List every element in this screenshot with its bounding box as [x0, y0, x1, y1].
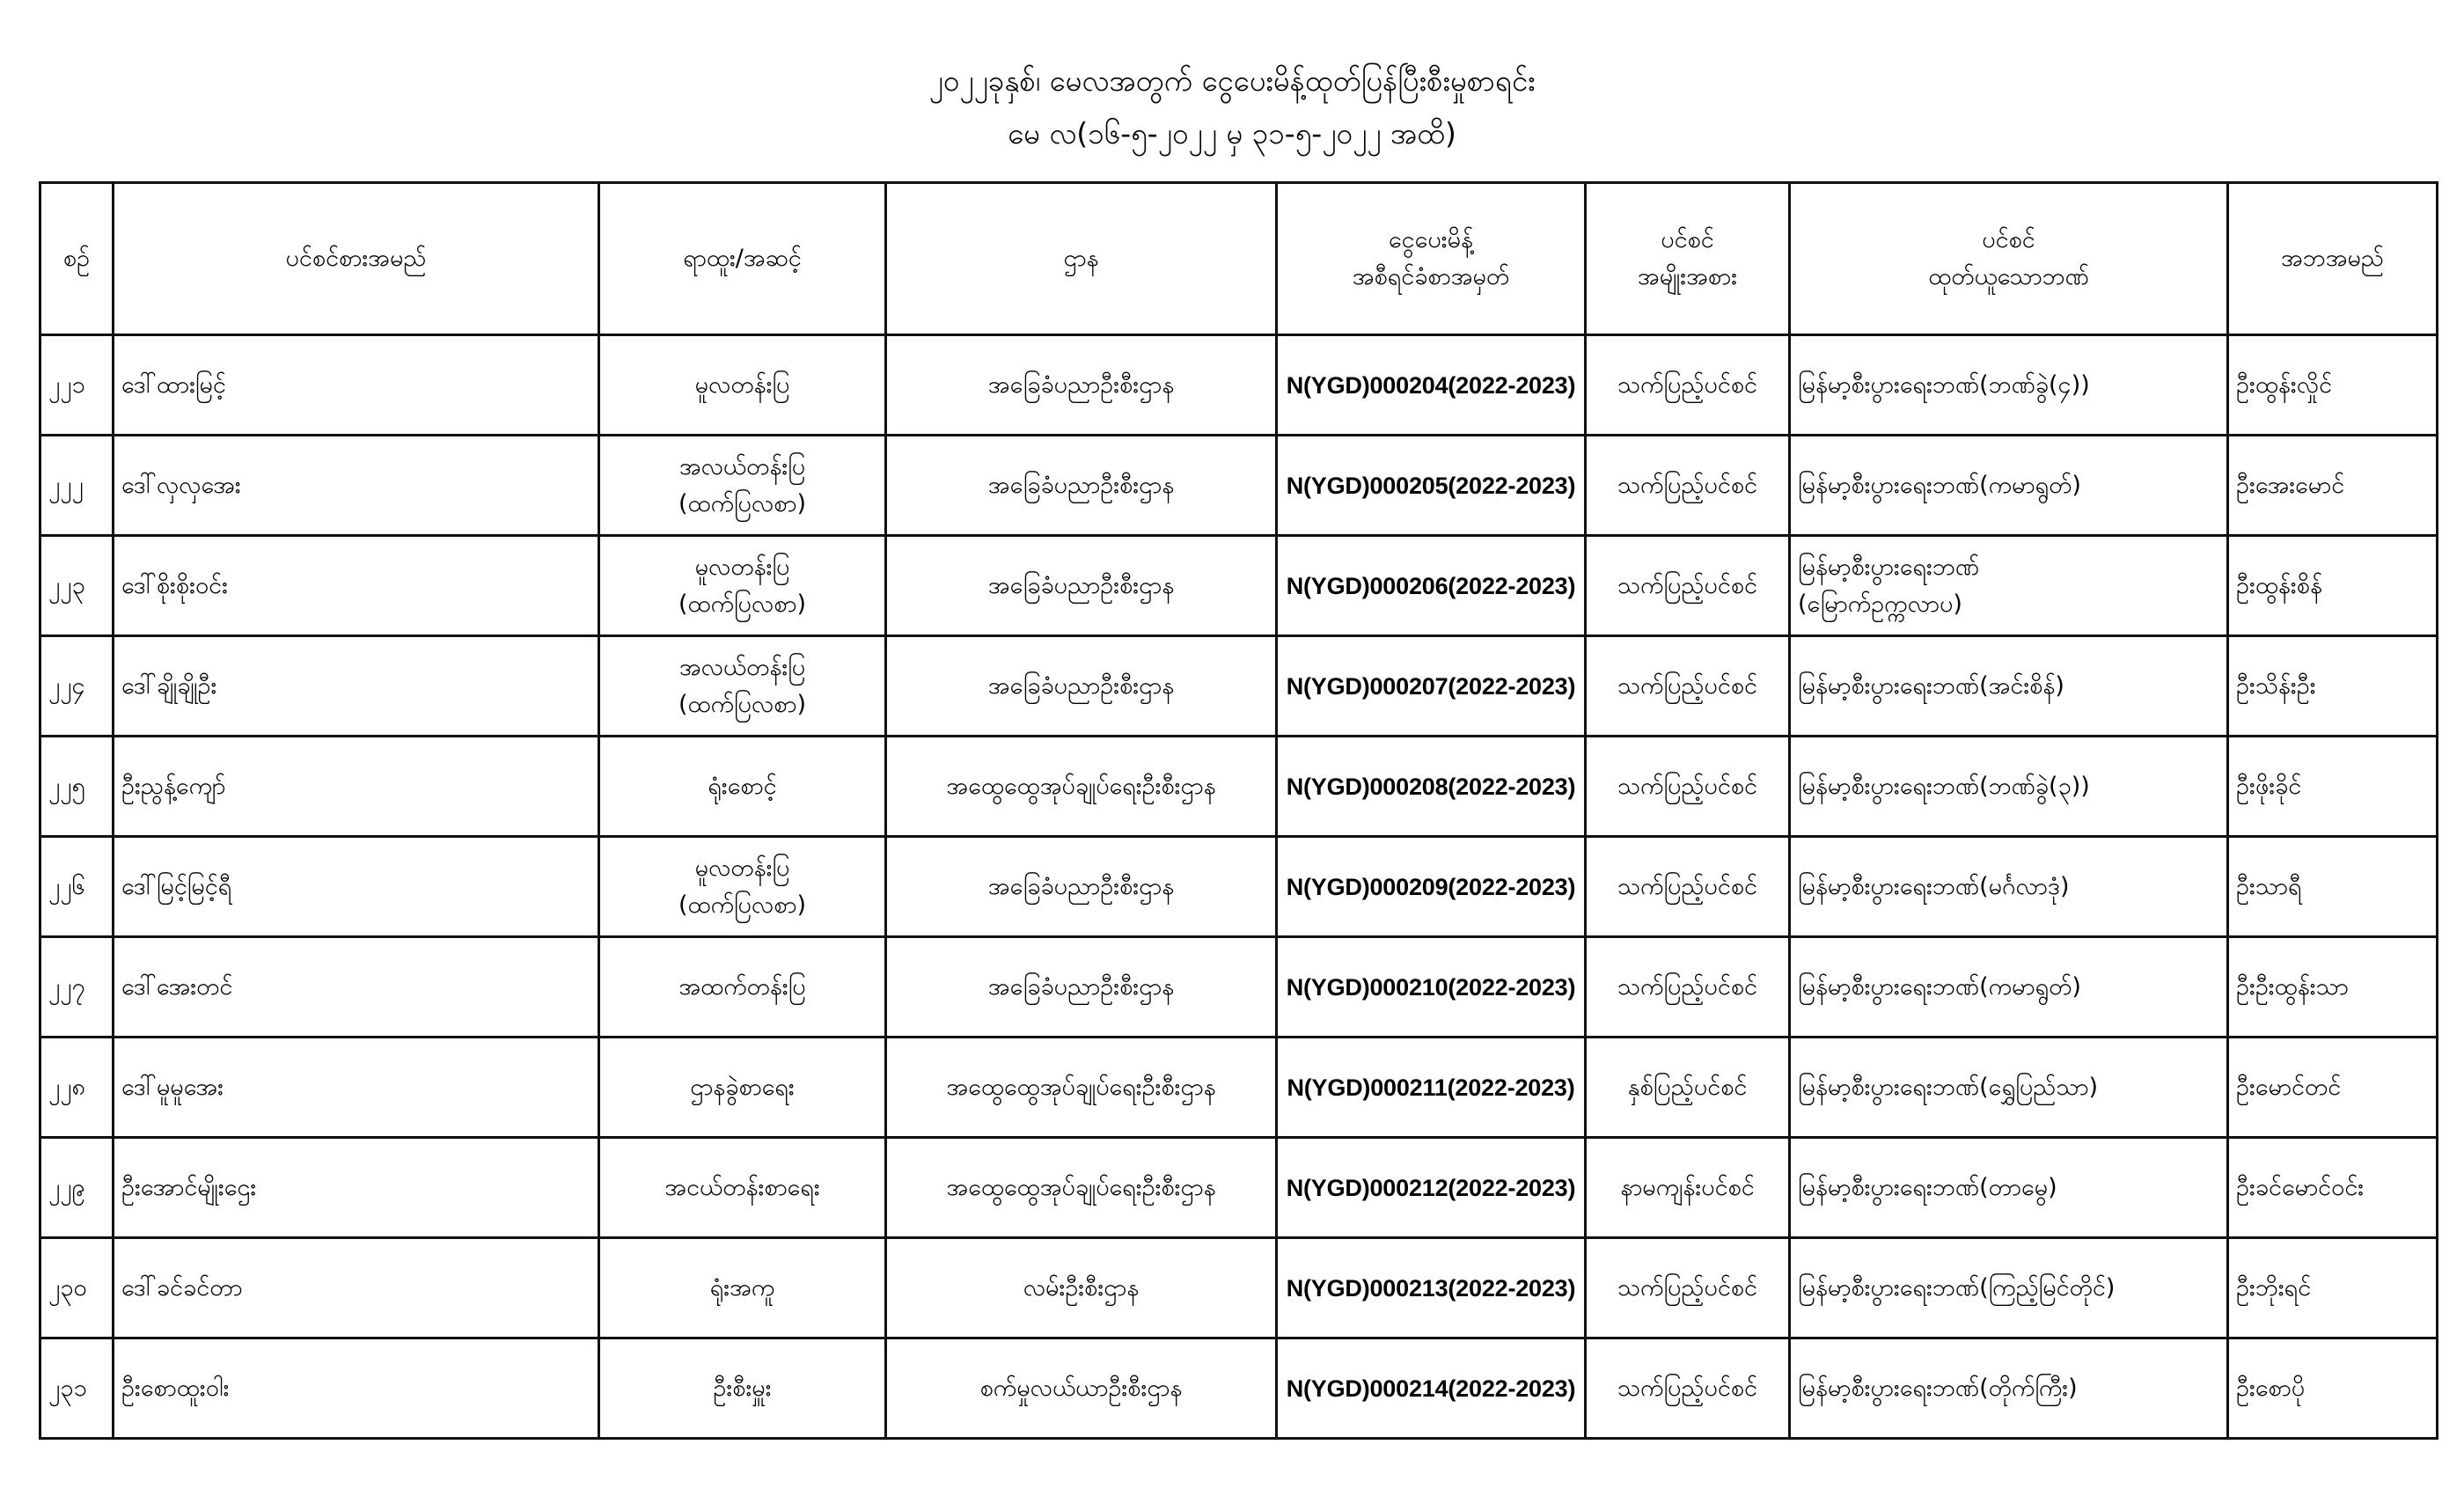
father-name: ဦးအေးမောင် [2228, 436, 2438, 536]
rank-line: (ထက်ပြလစာ) [678, 590, 807, 618]
header-pension-type-line2: အမျိုးအစား [1637, 263, 1738, 290]
bank-cell [1790, 1038, 2228, 1138]
rank-cell [599, 436, 886, 536]
father-name: ဦးထွန်းလှိုင် [2228, 335, 2438, 436]
bank-cell [1790, 1138, 2228, 1238]
father-name: ဦးမောင်တင် [2228, 1038, 2438, 1138]
document-header [0, 55, 2464, 160]
department: အခြေခံပညာဦးစီးဌာန [886, 335, 1277, 436]
father-name: ဦးသိန်းဦး [2228, 636, 2438, 737]
bank-cell [1790, 837, 2228, 937]
bank-cell [1790, 1238, 2228, 1338]
father-name: ဦးခင်မောင်ဝင်း [2228, 1138, 2438, 1238]
pension-type: သက်ပြည့်ပင်စင် [1586, 937, 1790, 1038]
header-rank: ရာထူး/အဆင့် [599, 183, 886, 335]
header-department: ဌာန [886, 183, 1277, 335]
table-row [40, 335, 2438, 436]
pension-type: သက်ပြည့်ပင်စင် [1586, 436, 1790, 536]
rank-line: (ထက်ပြလစာ) [678, 891, 807, 919]
department: အခြေခံပညာဦးစီးဌာန [886, 436, 1277, 536]
rank-cell [599, 536, 886, 636]
rank-line: ဌာနခွဲစာရေး [690, 1073, 795, 1101]
document-title: ၂၀၂၂ခုနှစ်၊ မေလအတွက် ငွေပေးမိန့်ထုတ်ပြန်ပြီးစီးမှုစာရင်း [928, 63, 1536, 98]
order-number: N(YGD)000210(2022-2023) [1277, 937, 1586, 1038]
father-name: ဦးဘိုးရင် [2228, 1238, 2438, 1338]
rank-line: မူလတန်းပြ [694, 370, 790, 399]
order-number: N(YGD)000208(2022-2023) [1277, 737, 1586, 837]
row-number: ၂၂၃ [40, 536, 114, 636]
bank-line: မြန်မာ့စီးပွားရေးဘဏ်(ကြည့်မြင်တိုင်) [1798, 1273, 2116, 1302]
rank-cell [599, 1338, 886, 1439]
header-order-no-line2: အစီရင်ခံစာအမှတ် [1352, 263, 1510, 290]
row-number: ၂၂၂ [40, 436, 114, 536]
order-number: N(YGD)000205(2022-2023) [1277, 436, 1586, 536]
bank-line: မြန်မာ့စီးပွားရေးဘဏ်(ကမာရွတ်) [1798, 972, 2081, 1001]
rank-cell [599, 1238, 886, 1338]
table-row [40, 1338, 2438, 1439]
row-number: ၂၂၉ [40, 1138, 114, 1238]
father-name: ဦးသာရီ [2228, 837, 2438, 937]
header-bank [1790, 183, 2228, 335]
table-row [40, 937, 2438, 1038]
bank-cell [1790, 436, 2228, 536]
pension-type: သက်ပြည့်ပင်စင် [1586, 335, 1790, 436]
bank-cell [1790, 937, 2228, 1038]
father-name: ဦးဦးထွန်းသာ [2228, 937, 2438, 1038]
rank-line: ရုံးစောင့် [708, 772, 777, 800]
header-father-name: အဘအမည် [2228, 183, 2438, 335]
row-number: ၂၂၄ [40, 636, 114, 737]
bank-line: မြန်မာ့စီးပွားရေးဘဏ်(တိုက်ကြီး) [1798, 1374, 2078, 1402]
rank-cell [599, 737, 886, 837]
order-number: N(YGD)000204(2022-2023) [1277, 335, 1586, 436]
pensioner-name: ဒေါ်မူမူအေး [114, 1038, 599, 1138]
bank-line: မြန်မာ့စီးပွားရေးဘဏ်(ကမာရွတ်) [1798, 471, 2081, 499]
row-number: ၂၂၇ [40, 937, 114, 1038]
rank-cell [599, 335, 886, 436]
pensioner-name: ဦးစောထူးဝါး [114, 1338, 599, 1439]
department: အခြေခံပညာဦးစီးဌာန [886, 536, 1277, 636]
table-row [40, 436, 2438, 536]
bank-line: မြန်မာ့စီးပွားရေးဘဏ်(တာမွေ) [1798, 1173, 2057, 1201]
bank-line: မြန်မာ့စီးပွားရေးဘဏ်(ဘဏ်ခွဲ(၃)) [1798, 772, 2090, 800]
pensioner-name: ဒေါ်လှလှအေး [114, 436, 599, 536]
rank-line: အထက်တန်းပြ [678, 972, 806, 1001]
header-row [40, 183, 2438, 335]
rank-cell [599, 1138, 886, 1238]
rank-cell [599, 937, 886, 1038]
bank-line: မြန်မာ့စီးပွားရေးဘဏ်(မင်္ဂလာဒုံ) [1798, 872, 2070, 900]
table-body [40, 335, 2438, 1439]
pension-type: သက်ပြည့်ပင်စင် [1586, 837, 1790, 937]
bank-cell [1790, 737, 2228, 837]
department: အခြေခံပညာဦးစီးဌာန [886, 937, 1277, 1038]
pensioner-name: ဒေါ်အေးတင် [114, 937, 599, 1038]
table-row [40, 737, 2438, 837]
bank-line: မြန်မာ့စီးပွားရေးဘဏ်(ဘဏ်ခွဲ(၄)) [1798, 370, 2090, 399]
header-pension-type [1586, 183, 1790, 335]
bank-line: မြန်မာ့စီးပွားရေးဘဏ်(ရွှေပြည်သာ) [1798, 1073, 2099, 1101]
pensioner-name: ဦးညွန့်ကျော် [114, 737, 599, 837]
pension-type: သက်ပြည့်ပင်စင် [1586, 1338, 1790, 1439]
order-number: N(YGD)000209(2022-2023) [1277, 837, 1586, 937]
table-row [40, 1038, 2438, 1138]
pension-type: သက်ပြည့်ပင်စင် [1586, 636, 1790, 737]
table-row [40, 1238, 2438, 1338]
department: လမ်းဦးစီးဌာန [886, 1238, 1277, 1338]
row-number: ၂၃၁ [40, 1338, 114, 1439]
rank-line: ရုံးအကူ [709, 1273, 775, 1302]
pensioner-name: ဒေါ်ထားမြင့် [114, 335, 599, 436]
order-number: N(YGD)000212(2022-2023) [1277, 1138, 1586, 1238]
rank-line: (ထက်ပြလစာ) [678, 489, 807, 517]
pension-type: သက်ပြည့်ပင်စင် [1586, 1238, 1790, 1338]
row-number: ၂၃၀ [40, 1238, 114, 1338]
pension-type: သက်ပြည့်ပင်စင် [1586, 536, 1790, 636]
row-number: ၂၂၆ [40, 837, 114, 937]
table-row [40, 837, 2438, 937]
department: အခြေခံပညာဦးစီးဌာန [886, 636, 1277, 737]
order-number: N(YGD)000214(2022-2023) [1277, 1338, 1586, 1439]
rank-cell [599, 636, 886, 737]
department: အထွေထွေအုပ်ချုပ်ရေးဦးစီးဌာန [886, 1138, 1277, 1238]
rank-cell [599, 1038, 886, 1138]
rank-line: ဦးစီးမှူး [713, 1374, 772, 1402]
department: အထွေထွေအုပ်ချုပ်ရေးဦးစီးဌာန [886, 737, 1277, 837]
bank-cell [1790, 1338, 2228, 1439]
order-number: N(YGD)000213(2022-2023) [1277, 1238, 1586, 1338]
header-no: စဉ် [40, 183, 114, 335]
rank-line: အလယ်တန်းပြ [678, 653, 806, 681]
order-number: N(YGD)000206(2022-2023) [1277, 536, 1586, 636]
rank-cell [599, 837, 886, 937]
header-pension-type-line1: ပင်စင် [1661, 226, 1714, 253]
department: အခြေခံပညာဦးစီးဌာန [886, 837, 1277, 937]
pension-type: နာမကျန်းပင်စင် [1586, 1138, 1790, 1238]
bank-cell [1790, 335, 2228, 436]
header-order-no-line1: ငွေပေးမိန့် [1389, 226, 1473, 253]
table-row [40, 536, 2438, 636]
rank-line: အငယ်တန်းစာရေး [664, 1173, 820, 1201]
table-row [40, 636, 2438, 737]
order-number: N(YGD)000207(2022-2023) [1277, 636, 1586, 737]
pension-type: နှစ်ပြည့်ပင်စင် [1586, 1038, 1790, 1138]
header-order-no [1277, 183, 1586, 335]
order-number: N(YGD)000211(2022-2023) [1277, 1038, 1586, 1138]
bank-cell [1790, 636, 2228, 737]
father-name: ဦးဖိုးခိုင် [2228, 737, 2438, 837]
pension-type: သက်ပြည့်ပင်စင် [1586, 737, 1790, 837]
rank-line: (ထက်ပြလစာ) [678, 690, 807, 718]
header-bank-line2: ထုတ်ယူသောဘဏ် [1928, 263, 2089, 290]
row-number: ၂၂၅ [40, 737, 114, 837]
row-number: ၂၂၁ [40, 335, 114, 436]
row-number: ၂၂၈ [40, 1038, 114, 1138]
rank-line: မူလတန်းပြ [694, 553, 790, 581]
department: စက်မှုလယ်ယာဦးစီးဌာန [886, 1338, 1277, 1439]
header-bank-line1: ပင်စင် [1982, 226, 2035, 253]
bank-line: မြန်မာ့စီးပွားရေးဘဏ် [1798, 553, 1980, 581]
pensioner-name: ဦးအောင်မျိုးဌေး [114, 1138, 599, 1238]
document-subtitle: မေ လ(၁၆-၅-၂၀၂၂ မှ ၃၁-၅-၂၀၂၂ အထိ) [1008, 116, 1456, 150]
rank-line: အလယ်တန်းပြ [678, 452, 806, 480]
header-name: ပင်စင်စားအမည် [114, 183, 599, 335]
pensioner-name: ဒေါ်ချိုချိုဦး [114, 636, 599, 737]
bank-line: (မြောက်ဥက္ကလာပ) [1798, 590, 1962, 618]
pensioner-name: ဒေါ်စိုးစိုးဝင်း [114, 536, 599, 636]
father-name: ဦးစောပို [2228, 1338, 2438, 1439]
rank-line: မူလတန်းပြ [694, 854, 790, 882]
pension-register-table [39, 181, 2438, 1440]
father-name: ဦးထွန်းစိန် [2228, 536, 2438, 636]
bank-cell [1790, 536, 2228, 636]
pensioner-name: ဒေါ်ခင်ခင်တာ [114, 1238, 599, 1338]
bank-line: မြန်မာ့စီးပွားရေးဘဏ်(အင်းစိန်) [1798, 671, 2064, 700]
pensioner-name: ဒေါ်မြင့်မြင့်ရီ [114, 837, 599, 937]
table-row [40, 1138, 2438, 1238]
department: အထွေထွေအုပ်ချုပ်ရေးဦးစီးဌာန [886, 1038, 1277, 1138]
